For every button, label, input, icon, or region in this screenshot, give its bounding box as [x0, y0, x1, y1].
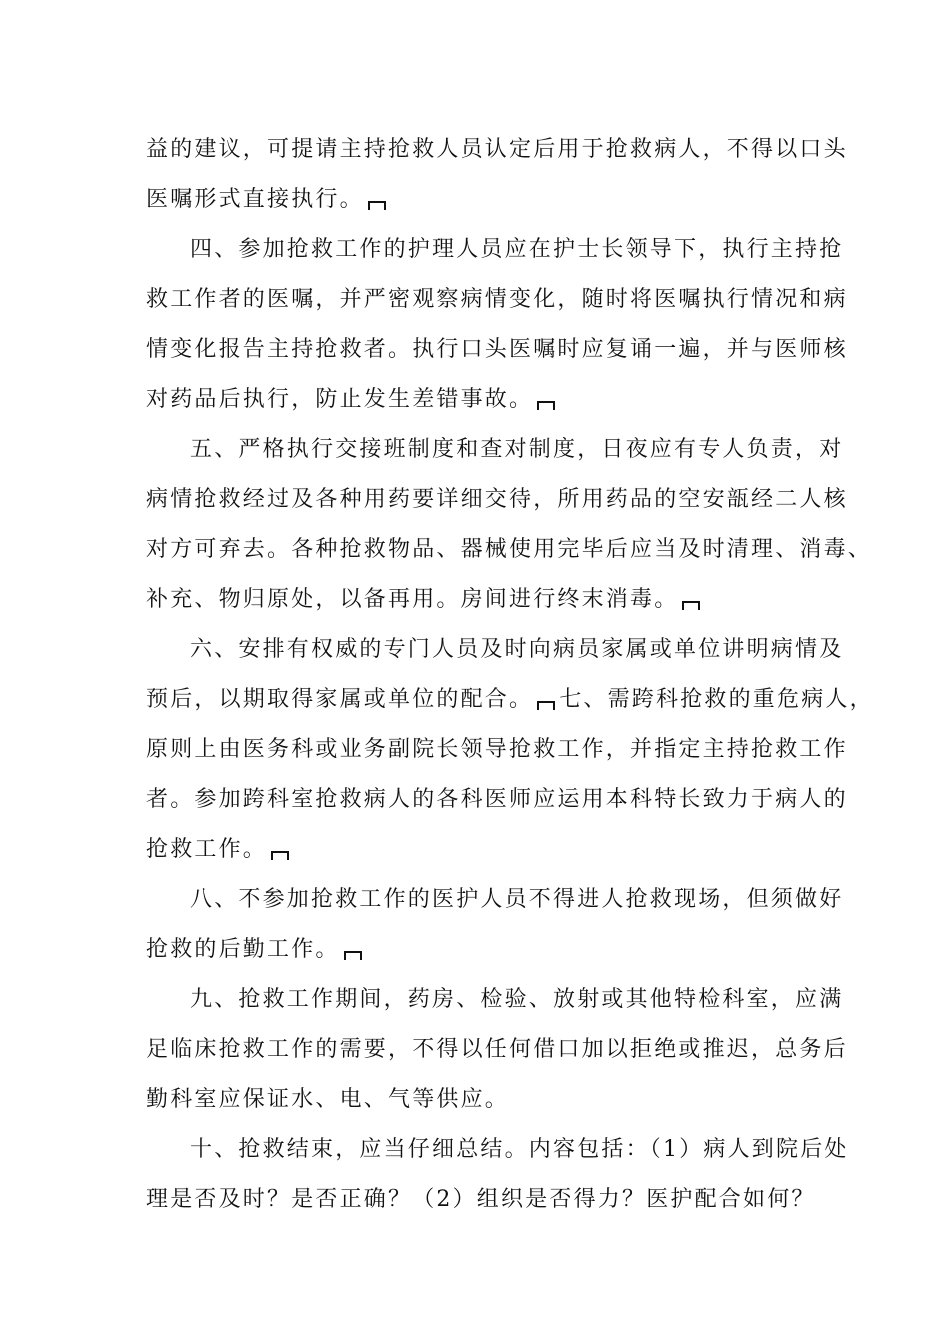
line-text-continued: 七、需跨科抢救的重危病人， [559, 687, 874, 712]
line-text: 病情抢救经过及各种用药要详细交待，所用药品的空安瓿经二人核 [146, 487, 848, 512]
line-text: 情变化报告主持抢救者。执行口头医嘱时应复诵一遍，并与医师核 [146, 337, 848, 362]
line-text: 者。参加跨科室抢救病人的各科医师应运用本科特长致力于病人的 [146, 787, 848, 812]
text-line [146, 330, 848, 370]
line-text: 勤科室应保证水、电、气等供应。 [146, 1087, 510, 1112]
text-line [146, 1030, 848, 1070]
text-line [146, 480, 848, 520]
line-text: 对方可弃去。各种抢救物品、器械使用完毕后应当及时清理、消毒、 [146, 537, 873, 562]
paragraph-mark-icon [344, 951, 362, 960]
line-text: 理是否及时？是否正确？（2）组织是否得力？医护配合如何？ [146, 1187, 816, 1212]
line-text: 八、不参加抢救工作的医护人员不得进人抢救现场，但须做好 [190, 887, 844, 912]
text-line [190, 980, 843, 1020]
text-line [190, 880, 843, 920]
paragraph-mark-icon [271, 851, 289, 860]
text-line [146, 530, 872, 570]
line-text: 医嘱形式直接执行。 [146, 187, 364, 212]
line-text: 五、严格执行交接班制度和查对制度，日夜应有专人负责，对 [190, 437, 844, 462]
text-line [146, 930, 366, 970]
text-line [146, 680, 874, 720]
text-line [146, 780, 848, 820]
line-text: 预后，以期取得家属或单位的配合。 [146, 687, 534, 712]
line-text: 抢救工作。 [146, 837, 268, 862]
line-text: 九、抢救工作期间，药房、检验、放射或其他特检科室，应满 [190, 987, 844, 1012]
line-text: 救工作者的医嘱，并严密观察病情变化，随时将医嘱执行情况和病 [146, 287, 848, 312]
line-text: 抢救的后勤工作。 [146, 937, 340, 962]
paragraph-mark-icon [537, 701, 555, 710]
line-text: 足临床抢救工作的需要，不得以任何借口加以拒绝或推迟，总务后 [146, 1037, 848, 1062]
text-line [146, 1180, 816, 1220]
paragraph-mark-icon [368, 201, 386, 210]
text-line [146, 580, 704, 620]
text-line [146, 180, 390, 220]
text-line [190, 230, 843, 270]
text-line [146, 730, 848, 770]
line-text: 六、安排有权威的专门人员及时向病员家属或单位讲明病情及 [190, 637, 844, 662]
line-text: 十、抢救结束，应当仔细总结。内容包括：（1）病人到院后处 [190, 1137, 849, 1162]
text-line [146, 380, 559, 420]
text-line [146, 130, 848, 170]
line-text: 对药品后执行，防止发生差错事故。 [146, 387, 534, 412]
paragraph-mark-icon [537, 401, 555, 410]
text-line [190, 430, 843, 470]
line-text: 四、参加抢救工作的护理人员应在护士长领导下，执行主持抢 [190, 237, 844, 262]
text-line [146, 830, 293, 870]
text-line [190, 1130, 849, 1170]
text-line [190, 630, 843, 670]
line-text: 益的建议，可提请主持抢救人员认定后用于抢救病人，不得以口头 [146, 137, 848, 162]
text-line [146, 280, 848, 320]
line-text: 原则上由医务科或业务副院长领导抢救工作，并指定主持抢救工作 [146, 737, 848, 762]
line-text: 补充、物归原处，以备再用。房间进行终末消毒。 [146, 587, 679, 612]
paragraph-mark-icon [682, 601, 700, 610]
text-line [146, 1080, 509, 1120]
